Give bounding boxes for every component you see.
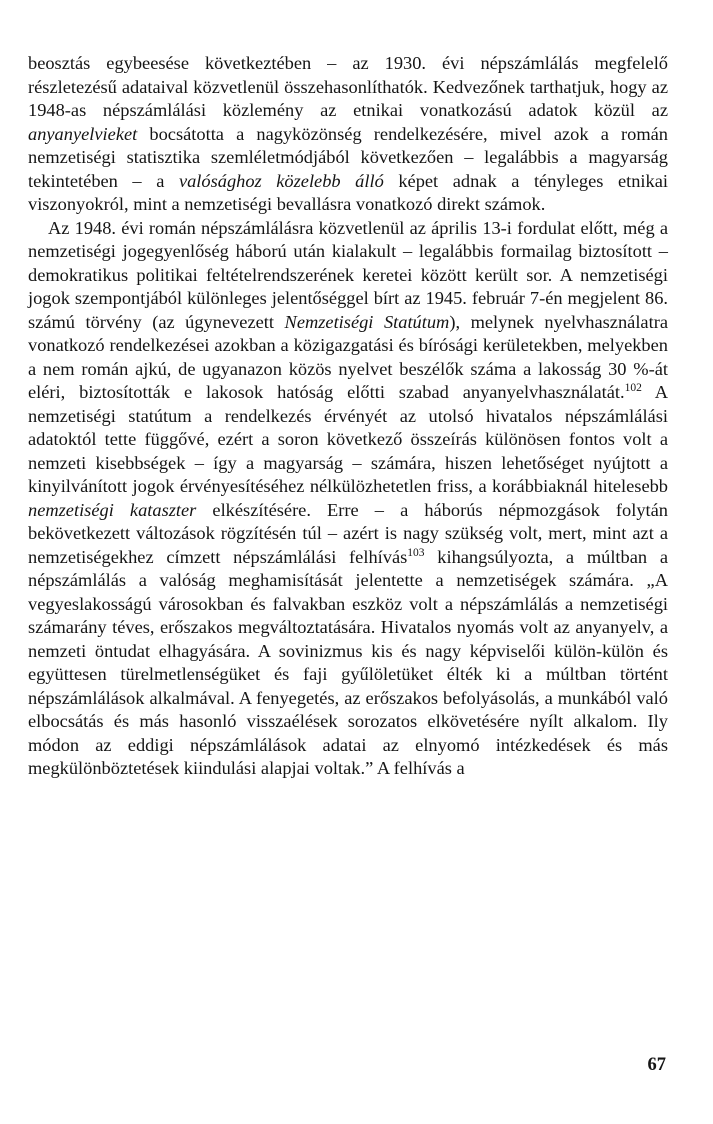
text-run: elkészítésére. Erre – a háborús népmozgások folytán bekövetkezett változások rögzítésén túl – azért is nagy szükség volt, mert, mint azt a nemzetiségekhez címzett népszámlálási felhívás xyxy=(28,499,668,567)
footnote-reference: 102 xyxy=(624,382,642,394)
body-paragraph xyxy=(28,217,668,781)
italic-text: anyanyelvieket xyxy=(28,123,138,144)
italic-text: valósághoz közelebb álló xyxy=(178,170,384,191)
text-run: Az 1948. évi román népszámlálásra közvetlenül az április 13-i fordulat előtt, még a nemzetiségi jogegyenlőség háború után kialakult – legalábbis formailag biztosított – demokratikus politikai feltételrendszerének keretei között került sor. A nemzetiségi jogok szempontjából különleges jelentőséggel bírt az 1945. február 7-én megjelent 86. számú törvény (az úgynevezett xyxy=(28,217,668,332)
footnote-reference: 103 xyxy=(407,546,425,559)
text-run: A nemzetiségi statútum a rendelkezés érvényét az utolsó hivatalos népszámlálási adatoktól tette függővé, ezért a soron következő összeírás különösen fontos volt a nemzeti kisebbségek – így a magyarság – számára, hiszen lehetőséget nyújtott a kinyilvánított jogok érvényesítéséhez nélkülözhetetlen friss, a korábbiaknál hitelesebb xyxy=(28,382,668,496)
text-run: képet adnak a tényleges etnikai viszonyokról, mint a nemzetiségi bevallásra vonatkozó direkt számok. xyxy=(28,170,668,214)
italic-text: nemzetiségi kataszter xyxy=(28,499,197,520)
text-run: kihangsúlyozta, a múltban a népszámlálás a valóság meghamisítását jelentette a nemzetiségek számára. „A vegyeslakosságú városokban és falvakban eszköz volt a népszámlálás a nemzetiségi számarány téves, erőszakos megváltoztatására. Hivatalos nyomás volt az anyanyelv, a nemzeti öntudat elhagyására. A sovinizmus kis és nagy képviselői külön-külön és együttesen türelmetlenségüket és faji gyűlöletüket élték ki a múltban történt népszámlálások alkalmával. A fenyegetés, az erőszakos befolyásolás, a munkából való elbocsátás és más hasonló visszaélések sorozatos elkövetésére nyílt alkalom. Ily módon az eddigi népszámlálások adatai az elnyomó intézkedések és más megkülönböztetések kiindulási alapjai voltak.” A felhívás a xyxy=(28,546,668,778)
document-page xyxy=(28,52,668,781)
page-number: 67 xyxy=(647,1055,666,1075)
text-run: beosztás egybeesése következtében – az 1930. évi népszámlálás megfelelő részletezésű adataival közvetlenül összehasonlíthatók. Kedvezőnek tarthatjuk, hogy az 1948-as népszámlálási közlemény az etnikai vonatkozású adatok közül az xyxy=(28,53,668,120)
italic-text: Nemzetiségi Statútum xyxy=(284,311,450,332)
text-run: ), melynek nyelvhasználatra vonatkozó rendelkezései azokban a közigazgatási és bírósági kerületekben, melyekben a nem román ajkú, de ugyanazon közös nyelvet beszélők száma a lakosság 30 %-át eléri, biztosították e lakosok hatóság előtti szabad anyanyelvhasználatát. xyxy=(28,311,668,402)
body-paragraph xyxy=(28,52,668,217)
body-text xyxy=(28,52,668,781)
text-run: bocsátotta a nagyközönség rendelkezésére, mivel azok a román nemzetiségi statisztika szemléletmódjából következően – legalábbis a magyarság tekintetében – a xyxy=(28,123,668,191)
